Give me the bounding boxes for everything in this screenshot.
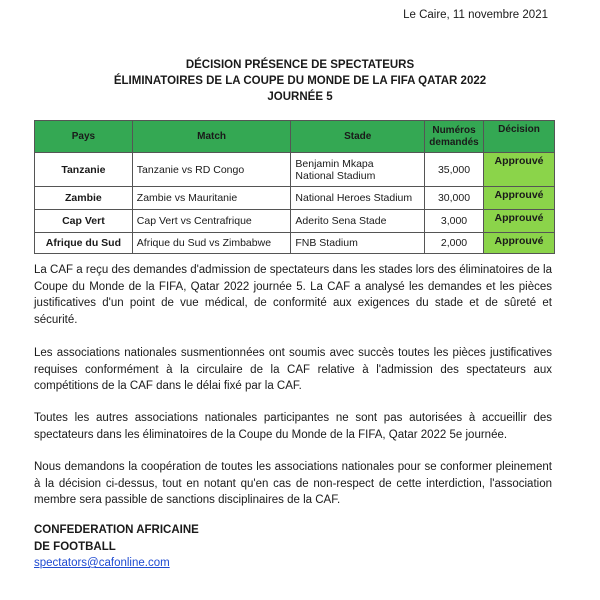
cell-numeros: 3,000 (425, 210, 484, 233)
table-row (35, 210, 555, 233)
header-stade: Stade (291, 121, 425, 153)
cell-decision: Approuvé (484, 153, 555, 187)
title-line-3: JOURNÉE 5 (267, 91, 333, 103)
decision-table (34, 120, 555, 254)
table-row (35, 187, 555, 210)
header-pays: Pays (35, 121, 133, 153)
cell-stade (291, 153, 425, 187)
cell-match: Tanzanie vs RD Congo (132, 153, 291, 187)
cell-stade: Aderito Sena Stade (291, 210, 425, 233)
paragraph-requests: La CAF a reçu des demandes d'admission de spectateurs dans les stades lors des éliminatoires de la Coupe du Monde de la FIFA, Qatar 2022 journée 5. La CAF a analysé les demandes et les pièces justificatives d'un point de vue médical, de conformité aux exigences du stade et de sûreté et sécurité. (34, 264, 552, 326)
header-numeros-line1: Numéros (432, 124, 476, 136)
signature-block (34, 522, 199, 572)
paragraph-submissions: Les associations nationales susmentionnées ont soumis avec succès toutes les pièces justificatives requises conformément à la circulaire de la CAF relative à l'admission des spectateurs aux compétitions de la CAF dans le délai fixé par la CAF. (34, 347, 552, 392)
cell-pays: Zambie (35, 187, 133, 210)
cell-numeros: 2,000 (425, 233, 484, 254)
cell-numeros: 30,000 (425, 187, 484, 210)
cell-decision: Approuvé (484, 233, 555, 254)
cell-pays: Afrique du Sud (35, 233, 133, 254)
table-row (35, 153, 555, 187)
cell-decision: Approuvé (484, 210, 555, 233)
table-row (35, 233, 555, 254)
cell-stade: FNB Stadium (291, 233, 425, 254)
document-title (0, 57, 600, 105)
table-header-row (35, 121, 555, 153)
org-name-line1: CONFEDERATION AFRICAINE (34, 524, 199, 536)
header-decision: Décision (484, 121, 555, 153)
paragraph-cooperation: Nous demandons la coopération de toutes les associations nationales pour se conformer pleinement à la décision ci-dessus, tout en notant qu'en cas de non-respect de cette interdiction, l'association membre sera passible de sanctions disciplinaires de la CAF. (34, 461, 552, 506)
cell-stade-line1: Benjamin Mkapa (295, 157, 374, 170)
cell-match: Zambie vs Mauritanie (132, 187, 291, 210)
cell-stade: National Heroes Stadium (291, 187, 425, 210)
header-match: Match (132, 121, 291, 153)
cell-pays: Tanzanie (35, 153, 133, 187)
cell-numeros: 35,000 (425, 153, 484, 187)
cell-match: Cap Vert vs Centrafrique (132, 210, 291, 233)
cell-match: Afrique du Sud vs Zimbabwe (132, 233, 291, 254)
header-numeros-line2: demandés (429, 136, 479, 148)
cell-decision: Approuvé (484, 187, 555, 210)
cell-pays: Cap Vert (35, 210, 133, 233)
document-date: Le Caire, 11 novembre 2021 (403, 9, 548, 21)
header-numeros (425, 121, 484, 153)
paragraph-other-associations: Toutes les autres associations nationales participantes ne sont pas autorisées à accueillir des spectateurs dans les éliminatoires de la Coupe du Monde de la FIFA, Qatar 2022 5e journée. (34, 412, 552, 441)
cell-stade-line2: National Stadium (295, 169, 376, 182)
title-line-2: ÉLIMINATOIRES DE LA COUPE DU MONDE DE LA FIFA QATAR 2022 (113, 75, 487, 87)
title-line-1: DÉCISION PRÉSENCE DE SPECTATEURS (185, 59, 415, 71)
contact-email-link[interactable]: spectators@cafonline.com (34, 557, 170, 569)
org-name-line2: DE FOOTBALL (34, 540, 116, 553)
